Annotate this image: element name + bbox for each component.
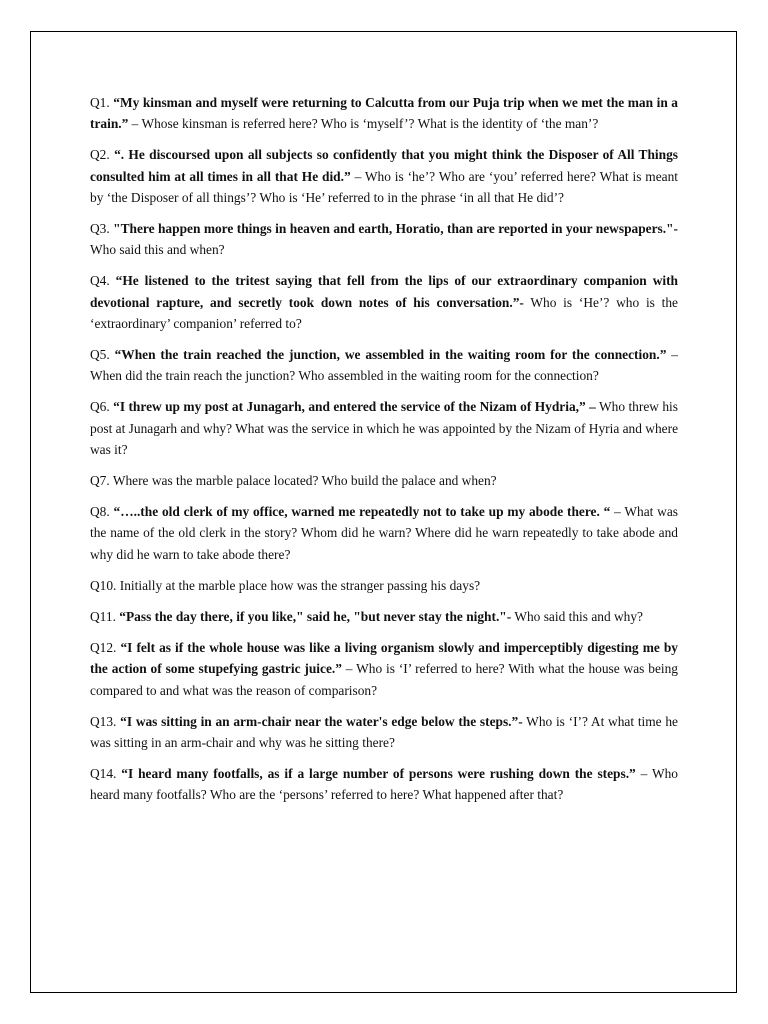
question-quote: “…..the old clerk of my office, warned me repeatedly not to take up my abode there. “ [113, 504, 611, 520]
question-quote: "There happen more things in heaven and earth, Horatio, than are reported in your newspapers."- [113, 221, 678, 237]
question-text: Initially at the marble place how was the stranger passing his days? [116, 577, 481, 593]
question-text: – Whose kinsman is referred here? Who is ‘myself’? What is the identity of ‘the man’? [128, 116, 599, 132]
question-number: Q4. [90, 273, 110, 289]
question-number: Q1. [90, 95, 110, 110]
question-item [90, 218, 678, 260]
question-text: – When did the train reach the junction? Who assembled in the waiting room for the connection? [90, 347, 678, 384]
question-text: – Who is ‘he’? Who are ‘you’ referred here? What is meant by ‘the Disposer of all things’? Who is ‘He’ referred to in the phrase ‘in all that He did’? [90, 168, 678, 205]
question-quote: “I threw up my post at Junagarh, and entered the service of the Nizam of Hydria,” – [113, 399, 596, 415]
question-text: Where was the marble palace located? Who build the palace and when? [109, 473, 497, 489]
question-item [90, 396, 678, 460]
question-number: Q12. [90, 640, 117, 656]
question-text: Who is ‘He’? who is the ‘extraordinary’ companion’ referred to? [90, 294, 678, 331]
question-number: Q7. [90, 473, 110, 489]
question-item [90, 606, 678, 627]
question-number: Q6. [90, 399, 110, 415]
question-number: Q2. [90, 147, 110, 163]
question-item [90, 711, 678, 753]
question-number: Q8. [90, 504, 110, 520]
question-item [90, 637, 678, 701]
question-item [90, 344, 678, 386]
question-quote: “My kinsman and myself were returning to Calcutta from our Puja trip when we met the man in a train.” [90, 95, 678, 132]
question-item [90, 92, 678, 134]
question-number: Q5. [90, 347, 110, 363]
question-text: Who said this and why? [511, 609, 643, 625]
question-text: Who is ‘I’? At what time he was sitting in an arm-chair and why was he sitting there? [90, 713, 678, 751]
question-item [90, 501, 678, 565]
question-text: – What was the name of the old clerk in the story? Whom did he warn? Where did he warn repeatedly to take abode and why did he warn to take abode there? [90, 504, 678, 562]
question-item [90, 470, 678, 491]
question-text: – Who heard many footfalls? Who are the ‘persons’ referred to here? What happened after that? [90, 766, 678, 803]
question-number: Q13. [90, 713, 117, 729]
question-item [90, 575, 678, 596]
question-quote: “. He discoursed upon all subjects so confidently that you might think the Disposer of All Things consulted him at all times in all that He did.” [90, 147, 678, 184]
question-quote: “He listened to the tritest saying that fell from the lips of our extraordinary companion with devotional rapture, and secretly took down notes of his conversation.”- [90, 273, 678, 310]
question-item [90, 144, 678, 208]
question-item [90, 763, 678, 805]
question-number: Q3. [90, 221, 110, 237]
question-quote: “I heard many footfalls, as if a large number of persons were rushing down the steps.” [121, 766, 636, 782]
question-number: Q11. [90, 609, 116, 625]
question-item [90, 270, 678, 334]
question-quote: “When the train reached the junction, we assembled in the waiting room for the connection.” [114, 347, 667, 363]
question-text: Who threw his post at Junagarh and why? What was the service in which he was appointed by the Nizam of Hyria and where was it? [90, 399, 679, 457]
question-quote: “Pass the day there, if you like," said he, "but never stay the night."- [119, 609, 512, 625]
question-number: Q14. [90, 766, 117, 782]
question-list [90, 92, 678, 816]
question-quote: “I felt as if the whole house was like a living organism slowly and imperceptibly digesting me by the action of some stupefying gastric juice.” [90, 640, 678, 677]
question-text: – Who is ‘I’ referred to here? With what the house was being compared to and what was the reason of comparison? [90, 661, 678, 698]
question-text: Who said this and when? [90, 242, 225, 258]
question-quote: “I was sitting in an arm-chair near the water's edge below the steps.”- [120, 713, 523, 729]
question-number: Q10. [90, 577, 117, 593]
